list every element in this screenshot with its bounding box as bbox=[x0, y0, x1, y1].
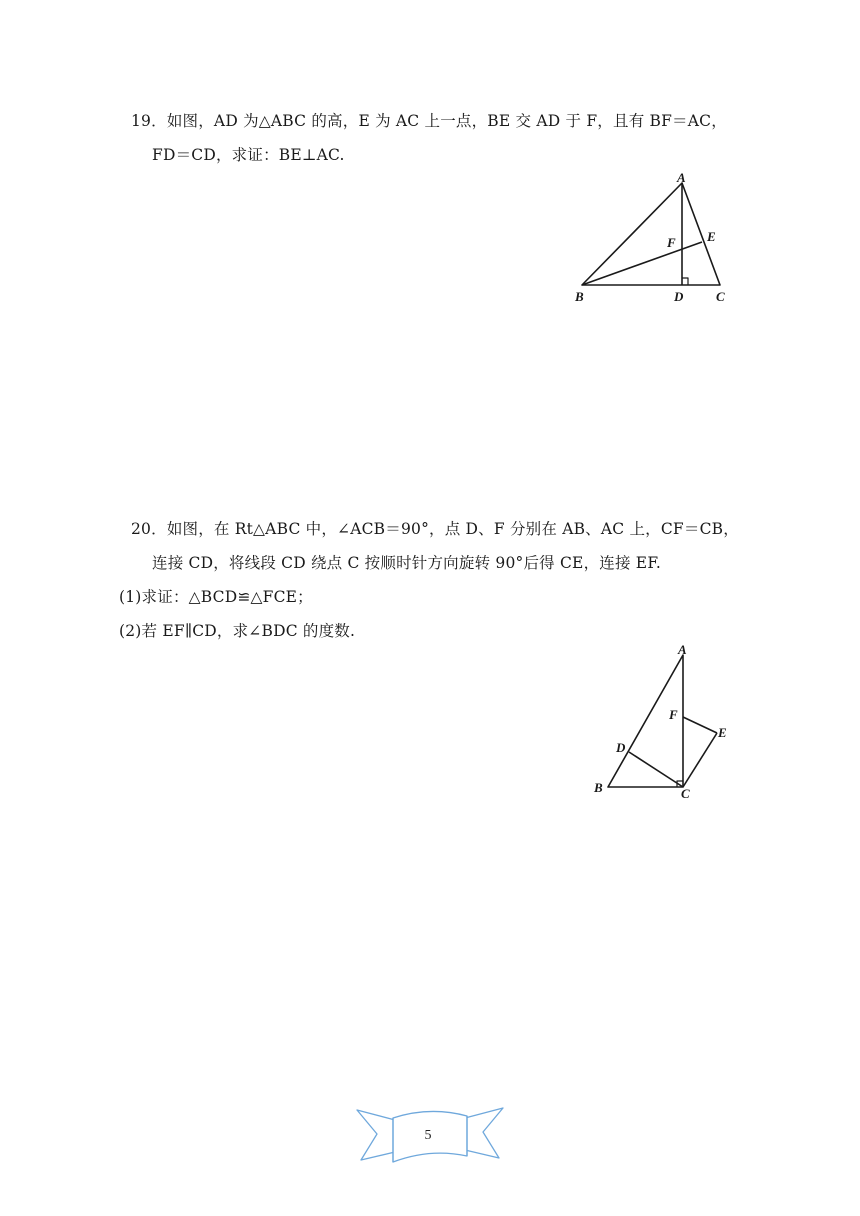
q20-segment-cd bbox=[629, 752, 683, 787]
q19-triangle-abc bbox=[582, 183, 720, 285]
q20-label-a: A bbox=[678, 642, 687, 657]
q20-part-1: (1)求证：△BCD≌△FCE； bbox=[119, 588, 313, 606]
q20-line-2: 连接 CD，将线段 CD 绕点 C 按顺时针方向旋转 90°后得 CE，连接 EF. bbox=[152, 554, 661, 572]
page-number: 5 bbox=[424, 1128, 432, 1143]
q20-label-f: F bbox=[669, 707, 678, 722]
q19-figure bbox=[570, 168, 740, 313]
ribbon-left-tail bbox=[357, 1110, 395, 1160]
q20-label-d: D bbox=[616, 740, 626, 755]
q20-label-b: B bbox=[594, 780, 603, 795]
q20-part-2: (2)若 EF∥CD，求∠BDC 的度数. bbox=[119, 622, 356, 640]
q20-label-c: C bbox=[681, 786, 690, 801]
q19-label-f: F bbox=[667, 235, 676, 250]
q19-label-b: B bbox=[575, 289, 584, 304]
q19-label-a: A bbox=[677, 170, 686, 185]
q19-right-angle-mark bbox=[682, 278, 688, 285]
q19-label-e: E bbox=[707, 229, 716, 244]
q19-line-1: 19．如图，AD 为△ABC 的高，E 为 AC 上一点，BE 交 AD 于 F，且有 BF＝AC， bbox=[131, 112, 727, 130]
q19-line-2: FD＝CD，求证：BE⊥AC. bbox=[152, 146, 345, 164]
q20-label-e: E bbox=[718, 725, 727, 740]
q20-segment-fe bbox=[683, 717, 717, 733]
ribbon-right-tail bbox=[465, 1108, 503, 1158]
q20-segment-ce bbox=[683, 733, 717, 787]
q20-figure bbox=[585, 640, 745, 805]
q19-label-c: C bbox=[716, 289, 725, 304]
q19-label-d: D bbox=[674, 289, 684, 304]
q20-line-1: 20．如图，在 Rt△ABC 中，∠ACB＝90°，点 D、F 分别在 AB、AC 上，CF＝CB， bbox=[131, 520, 739, 538]
